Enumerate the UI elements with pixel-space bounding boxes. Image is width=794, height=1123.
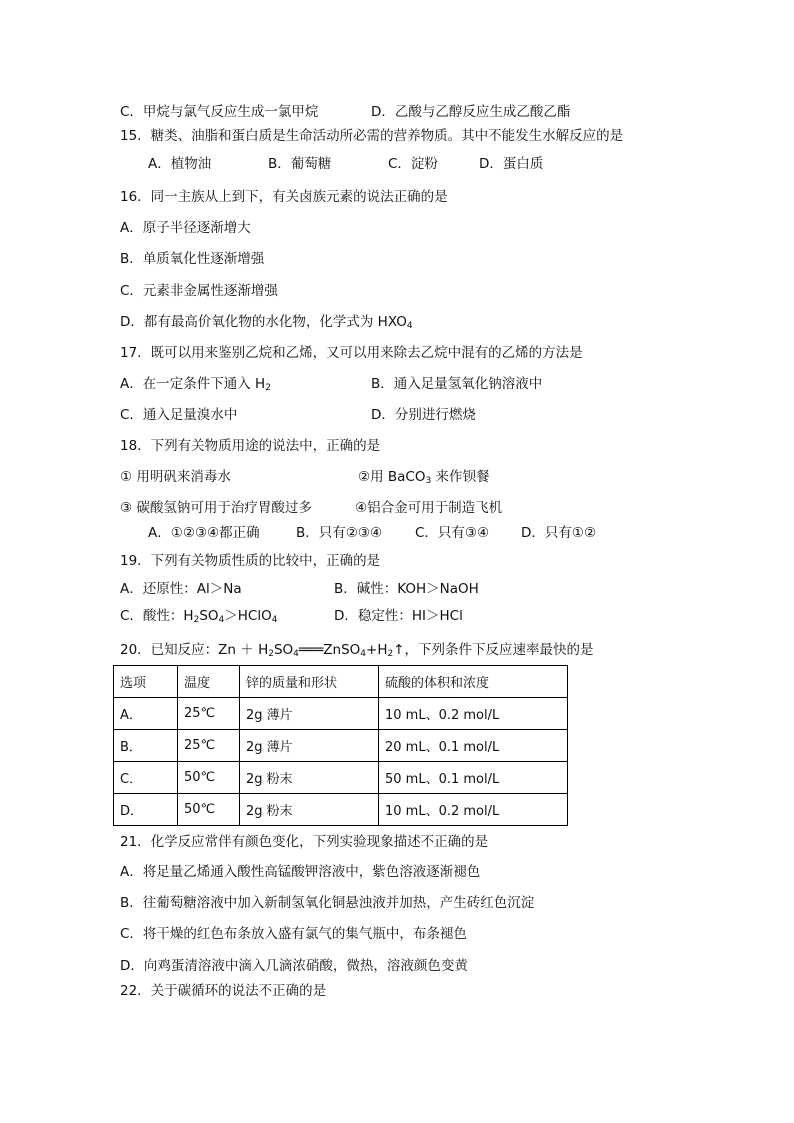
q17-option-c: C．通入足量溴水中: [120, 407, 238, 423]
table-row: [114, 730, 568, 762]
table-cell: D．: [114, 794, 178, 826]
q15-stem: 15．糖类、油脂和蛋白质是生命活动所必需的营养物质。其中不能发生水解反应的是: [120, 128, 624, 144]
q18-option-a: A．①②③④都正确: [148, 525, 260, 541]
q15-option-c: C．淀粉: [388, 156, 438, 172]
q20-stem: 20．已知反应：$Zn + H_2SO_4═══ZnSO_4+H_2↑$，下列条件下反应速率最快的是: [120, 642, 594, 659]
q18-option-c: C．只有③④: [415, 525, 490, 541]
q18-statement-4: ④铝合金可用于制造飞机: [355, 500, 503, 516]
q19-option-c: C．酸性：$H_2SO_4>HClO_4$: [120, 608, 278, 625]
q16-stem: 16．同一主族从上到下，有关卤族元素的说法正确的是: [120, 189, 448, 205]
q17-stem: 17．既可以用来鉴别乙烷和乙烯，又可以用来除去乙烷中混有的乙烯的方法是: [120, 345, 583, 361]
table-cell: B．: [114, 730, 178, 762]
table-cell: A．: [114, 698, 178, 730]
table-header-cell: 温度: [178, 666, 240, 698]
q15-option-b: B．葡萄糖: [268, 156, 332, 172]
q17-option-b: B．通入足量氢氧化钠溶液中: [371, 376, 543, 392]
table-cell: 2g 薄片: [240, 698, 379, 730]
q22-stem: 22．关于碳循环的说法不正确的是: [120, 983, 327, 999]
q15-option-a: A．植物油: [148, 156, 212, 172]
q19-option-b: B．碱性：KOH＞NaOH: [334, 581, 479, 597]
q16-option-b: B．单质氧化性逐渐增强: [120, 251, 265, 267]
table-header-row: [114, 666, 568, 698]
q20-conditions-table: [113, 665, 568, 826]
q18-option-b: B．只有②③④: [296, 525, 383, 541]
q14-option-d: D．乙酸与乙醇反应生成乙酸乙酯: [371, 104, 571, 120]
table-header-cell: 硫酸的体积和浓度: [379, 666, 568, 698]
q16-option-a: A．原子半径逐渐增大: [120, 220, 251, 236]
q21-option-c: C．将干燥的红色布条放入盛有氯气的集气瓶中，布条褪色: [120, 926, 467, 942]
q18-statement-3: ③ 碳酸氢钠可用于治疗胃酸过多: [120, 500, 312, 516]
q21-option-a: A．将足量乙烯通入酸性高锰酸钾溶液中，紫色溶液逐渐褪色: [120, 864, 481, 880]
q21-option-d: D．向鸡蛋清溶液中滴入几滴浓硝酸，微热，溶液颜色变黄: [120, 958, 468, 974]
q17-option-d: D．分别进行燃烧: [371, 407, 476, 423]
q21-stem: 21．化学反应常伴有颜色变化，下列实验现象描述不正确的是: [120, 834, 489, 850]
q19-stem: 19．下列有关物质性质的比较中，正确的是: [120, 553, 381, 569]
q18-stem: 18．下列有关物质用途的说法中，正确的是: [120, 438, 381, 454]
q18-option-d: D．只有①②: [521, 525, 597, 541]
table-row: [114, 794, 568, 826]
q18-statement-1: ① 用明矾来消毒水: [120, 469, 231, 485]
table-cell: 2g 粉末: [240, 762, 379, 794]
table-cell: 50 mL、0.1 mol/L: [379, 762, 568, 794]
table-cell: 25℃: [178, 698, 240, 730]
table-header-cell: 选项: [114, 666, 178, 698]
q15-option-d: D．蛋白质: [479, 156, 544, 172]
table-cell: 2g 粉末: [240, 794, 379, 826]
q17-option-a: A．在一定条件下通入 $H_2$: [120, 376, 271, 393]
q21-option-b: B．往葡萄糖溶液中加入新制氢氧化铜悬浊液并加热，产生砖红色沉淀: [120, 895, 535, 911]
q16-option-d: D．都有最高价氧化物的水化物，化学式为 $HXO_4$: [120, 314, 413, 331]
q16-option-c: C．元素非金属性逐渐增强: [120, 283, 278, 299]
q14-option-c: C．甲烷与氯气反应生成一氯甲烷: [120, 104, 319, 120]
table-cell: 20 mL、0.1 mol/L: [379, 730, 568, 762]
table-cell: 25℃: [178, 730, 240, 762]
table-cell: 10 mL、0.2 mol/L: [379, 698, 568, 730]
q18-statement-2: ②用 BaCO$_3$ 来作钡餐: [358, 469, 490, 486]
table-cell: 50℃: [178, 762, 240, 794]
table-cell: 2g 薄片: [240, 730, 379, 762]
table-header-cell: 锌的质量和形状: [240, 666, 379, 698]
q19-option-d: D．稳定性：HI＞HCl: [334, 608, 463, 624]
table-cell: 10 mL、0.2 mol/L: [379, 794, 568, 826]
table-cell: 50℃: [178, 794, 240, 826]
q19-option-a: A．还原性：Al＞Na: [120, 581, 242, 597]
table-row: [114, 698, 568, 730]
table-cell: C．: [114, 762, 178, 794]
table-row: [114, 762, 568, 794]
